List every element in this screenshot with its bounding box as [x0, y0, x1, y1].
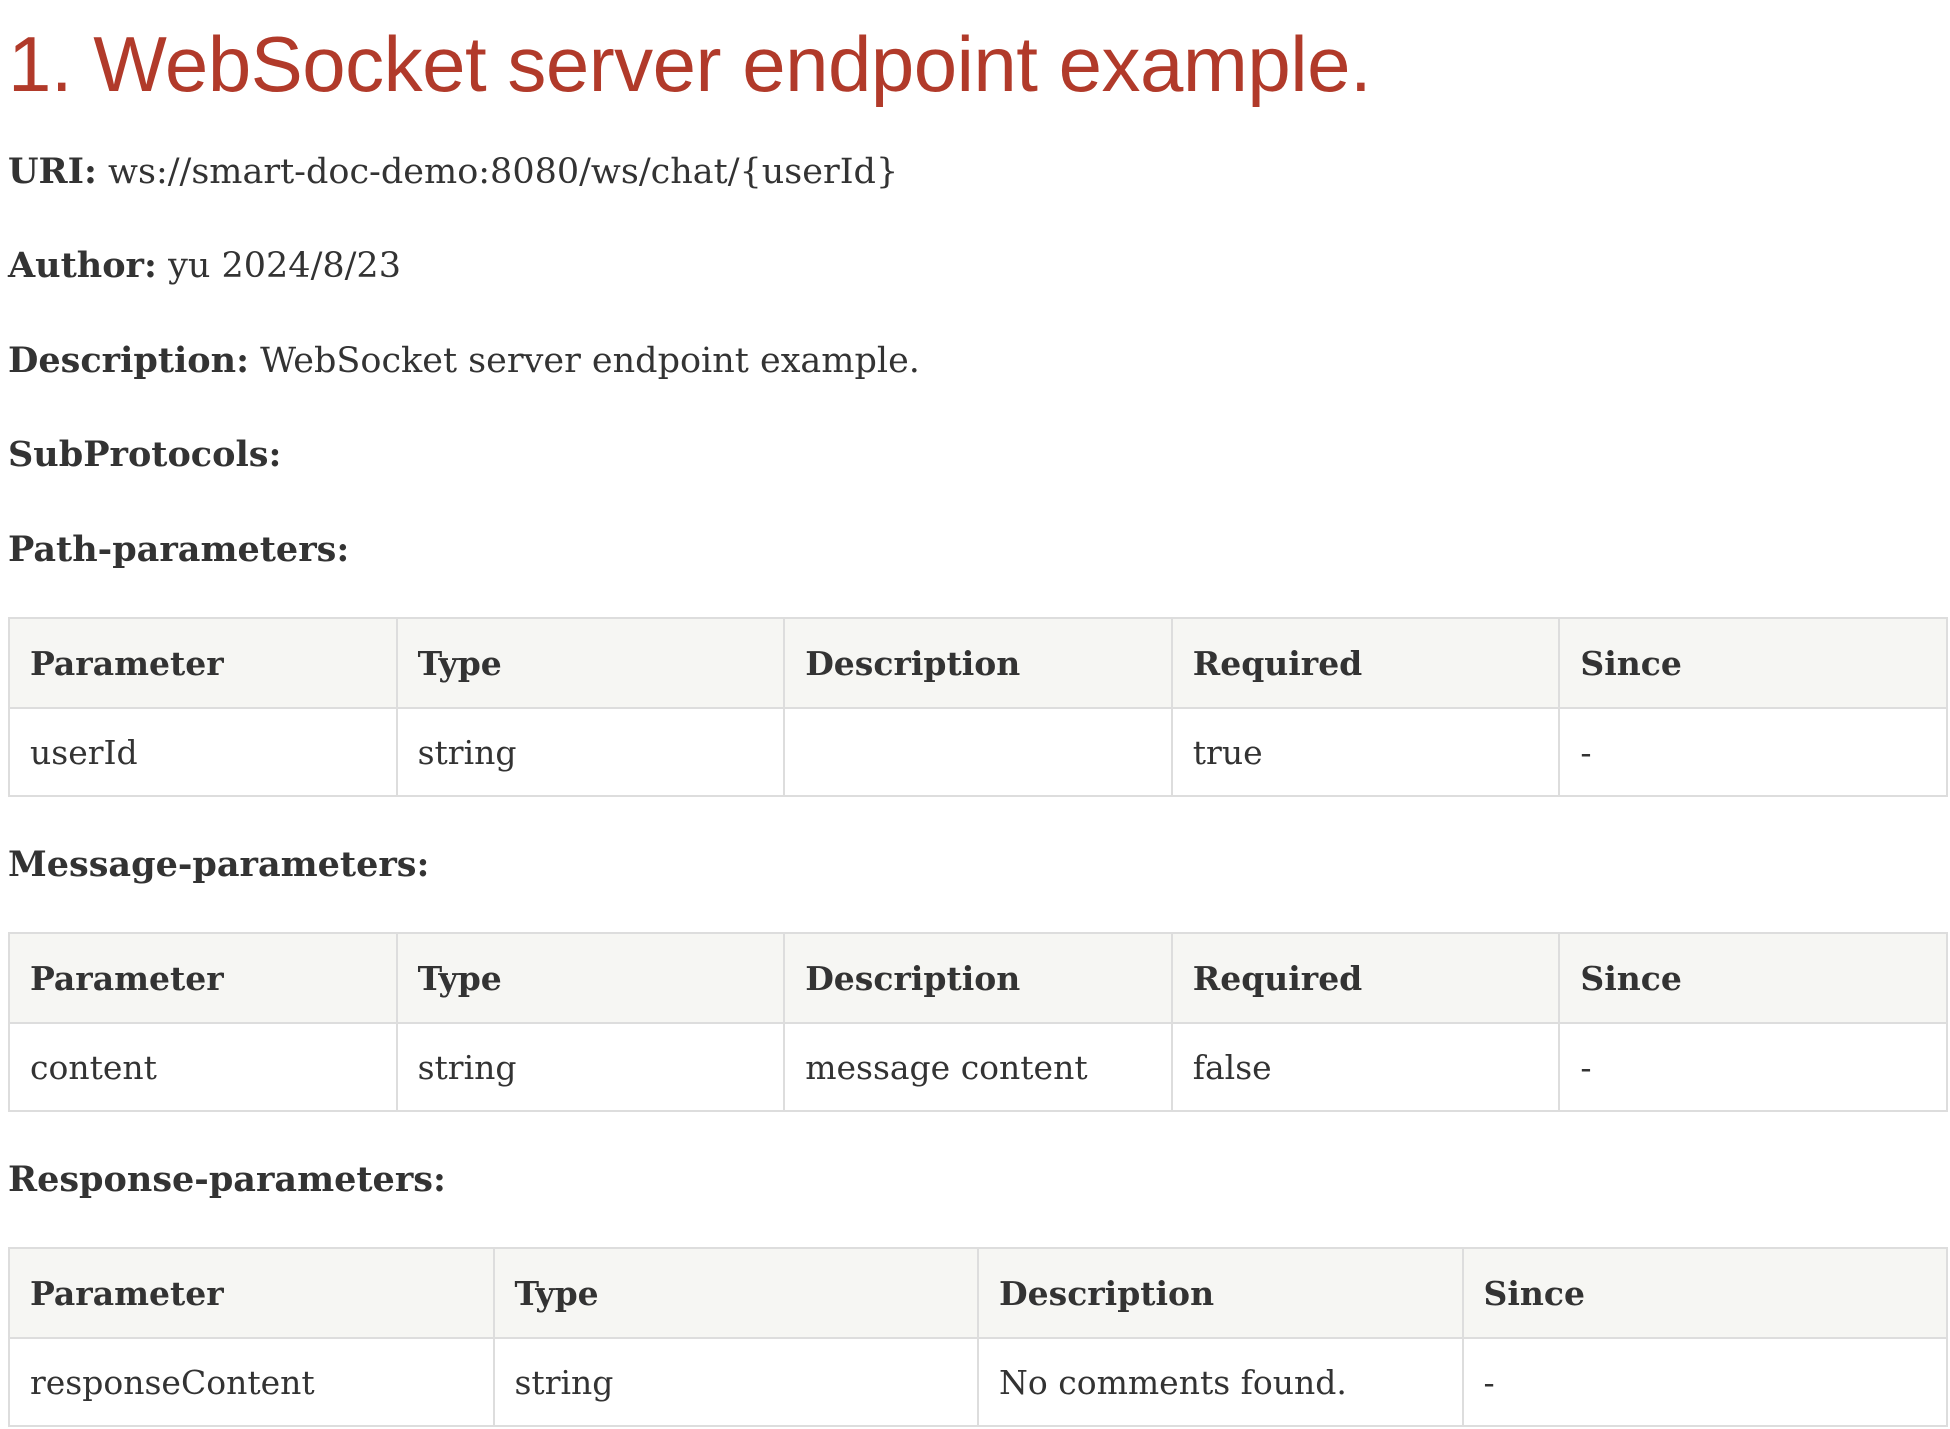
column-header: Type — [397, 618, 785, 708]
column-header: Since — [1463, 1248, 1948, 1338]
table-cell: content — [9, 1023, 397, 1111]
column-header: Since — [1559, 933, 1947, 1023]
table-cell: No comments found. — [978, 1338, 1463, 1426]
table-cell: message content — [784, 1023, 1172, 1111]
response-parameters-heading: Response-parameters: — [8, 1159, 446, 1200]
description-label: Description: — [8, 340, 250, 381]
author-value: yu 2024/8/23 — [168, 246, 401, 286]
uri-value: ws://smart-doc-demo:8080/ws/chat/{userId} — [108, 152, 899, 192]
column-header: Description — [978, 1248, 1463, 1338]
response-parameters-table — [8, 1247, 1948, 1427]
table-cell — [784, 708, 1172, 796]
message-parameters-table — [8, 932, 1948, 1112]
table-header-row — [9, 618, 1947, 708]
column-header: Parameter — [9, 933, 397, 1023]
table-row — [9, 708, 1947, 796]
table-cell: string — [494, 1338, 979, 1426]
table-cell: true — [1172, 708, 1560, 796]
subprotocols-heading: SubProtocols: — [8, 434, 282, 475]
description-value: WebSocket server endpoint example. — [260, 341, 920, 381]
author-line — [8, 244, 401, 288]
table-cell: string — [397, 1023, 785, 1111]
uri-line — [8, 150, 898, 194]
message-parameters-heading: Message-parameters: — [8, 844, 430, 885]
column-header: Description — [784, 618, 1172, 708]
uri-label: URI: — [8, 151, 97, 192]
table-cell: userId — [9, 708, 397, 796]
column-header: Parameter — [9, 1248, 494, 1338]
table-cell: - — [1559, 1023, 1947, 1111]
table-cell: - — [1559, 708, 1947, 796]
table-row — [9, 1338, 1947, 1426]
table-header-row — [9, 933, 1947, 1023]
table-cell: string — [397, 708, 785, 796]
column-header: Type — [494, 1248, 979, 1338]
table-cell: false — [1172, 1023, 1560, 1111]
column-header: Required — [1172, 933, 1560, 1023]
table-row — [9, 1023, 1947, 1111]
description-line — [8, 339, 920, 383]
path-parameters-heading: Path-parameters: — [8, 529, 350, 570]
column-header: Type — [397, 933, 785, 1023]
page-title: 1. WebSocket server endpoint example. — [8, 20, 1372, 108]
column-header: Since — [1559, 618, 1947, 708]
column-header: Required — [1172, 618, 1560, 708]
author-label: Author: — [8, 245, 157, 286]
table-cell: - — [1463, 1338, 1948, 1426]
column-header: Parameter — [9, 618, 397, 708]
table-header-row — [9, 1248, 1947, 1338]
table-cell: responseContent — [9, 1338, 494, 1426]
column-header: Description — [784, 933, 1172, 1023]
path-parameters-table — [8, 617, 1948, 797]
